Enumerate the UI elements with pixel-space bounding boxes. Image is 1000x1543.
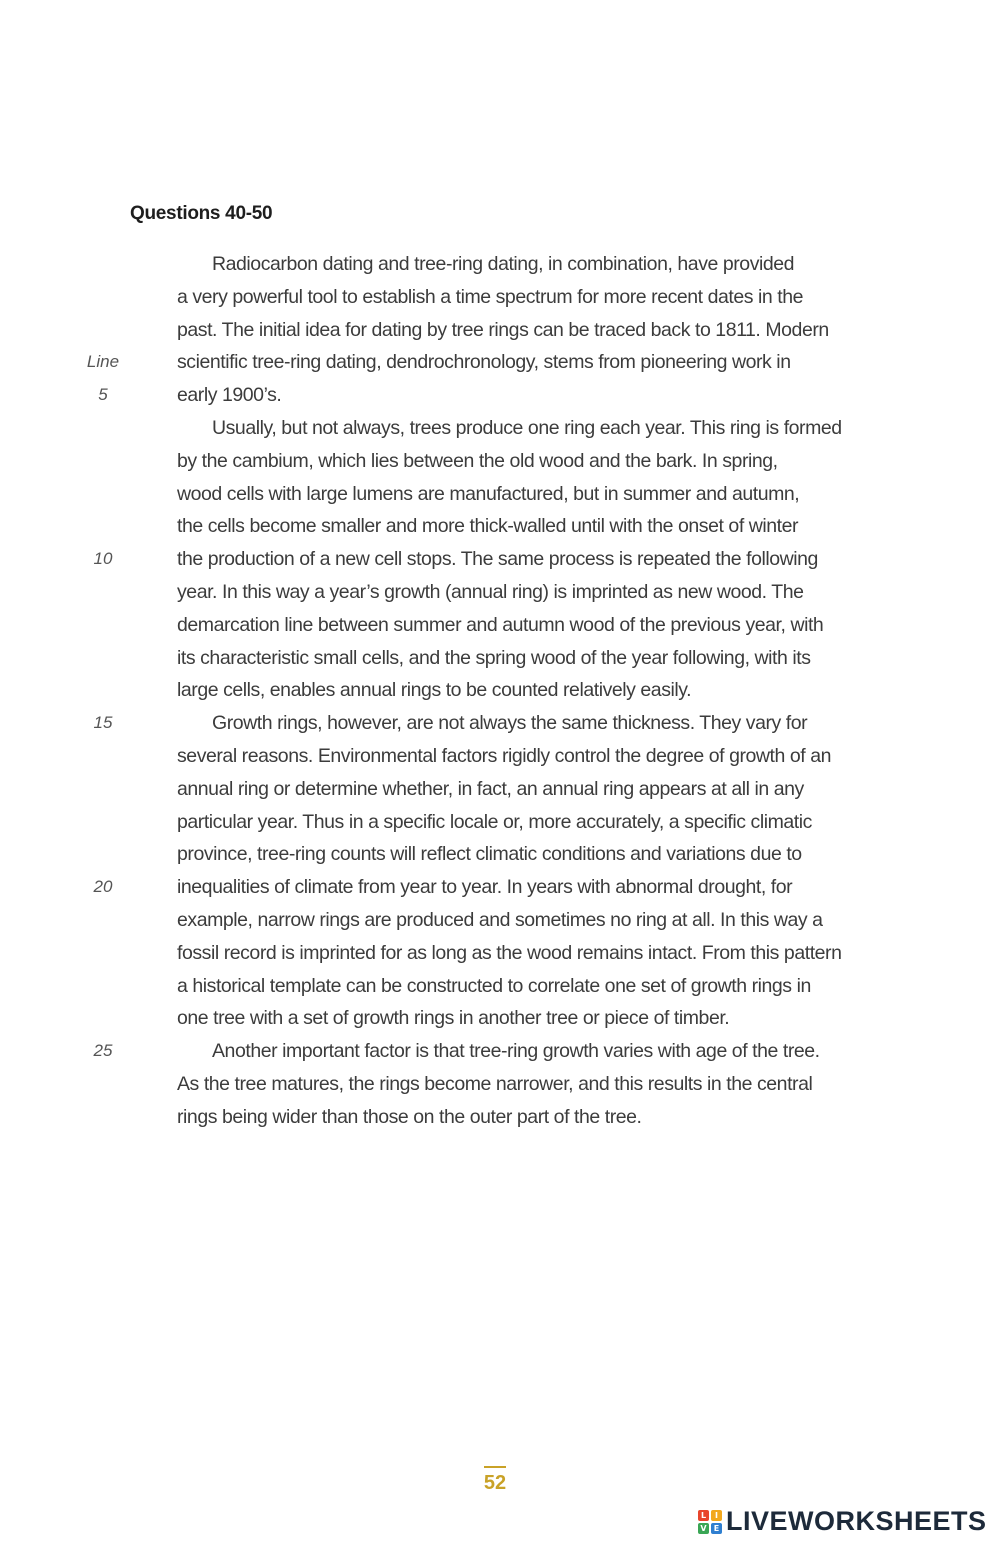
passage-line xyxy=(0,806,1000,839)
line-text: As the tree matures, the rings become narrower, and this results in the central xyxy=(177,1072,813,1095)
line-text: Growth rings, however, are not always the same thickness. They vary for xyxy=(212,712,808,735)
line-text: wood cells with large lumens are manufactured, but in summer and autumn, xyxy=(177,482,800,505)
passage-line xyxy=(0,642,1000,675)
line-number: 20 xyxy=(93,877,113,897)
line-number: 5 xyxy=(98,385,108,405)
passage-line xyxy=(0,412,1000,445)
reading-passage xyxy=(0,248,1000,1134)
line-number: 15 xyxy=(93,713,113,733)
line-text: Another important factor is that tree-ring growth varies with age of the tree. xyxy=(212,1040,820,1063)
passage-line xyxy=(0,478,1000,511)
passage-line xyxy=(0,871,1000,904)
line-text: early 1900’s. xyxy=(177,384,282,407)
passage-line xyxy=(0,1101,1000,1134)
line-text: province, tree-ring counts will reflect climatic conditions and variations due to xyxy=(177,843,802,866)
passage-line xyxy=(0,576,1000,609)
logo-square: V xyxy=(698,1523,709,1534)
line-text: Usually, but not always, trees produce one ring each year. This ring is formed xyxy=(212,416,842,439)
passage-line xyxy=(0,937,1000,970)
passage-line xyxy=(0,707,1000,740)
passage-line xyxy=(0,674,1000,707)
logo-square: L xyxy=(698,1510,709,1521)
passage-line xyxy=(0,773,1000,806)
line-text: rings being wider than those on the outer part of the tree. xyxy=(177,1105,642,1128)
line-text: Radiocarbon dating and tree-ring dating, in combination, have provided xyxy=(212,253,795,275)
line-text: example, narrow rings are produced and sometimes no ring at all. In this way a xyxy=(177,908,823,931)
line-text: a historical template can be constructed to correlate one set of growth rings in xyxy=(177,974,811,997)
page-number-block xyxy=(478,1466,512,1495)
passage-line xyxy=(0,1035,1000,1068)
passage-line xyxy=(0,740,1000,773)
questions-heading: Questions 40-50 xyxy=(130,203,273,224)
passage-line xyxy=(0,543,1000,576)
line-number: 25 xyxy=(93,1041,113,1061)
line-text: several reasons. Environmental factors rigidly control the degree of growth of an xyxy=(177,744,831,767)
line-text: one tree with a set of growth rings in another tree or piece of timber. xyxy=(177,1007,730,1030)
watermark-text: LIVEWORKSHEETS xyxy=(726,1506,987,1536)
line-number: Line xyxy=(86,352,120,372)
passage-line xyxy=(0,1002,1000,1035)
passage-line xyxy=(0,609,1000,642)
line-text: the cells become smaller and more thick-walled until with the onset of winter xyxy=(177,515,799,538)
page-number: 52 xyxy=(483,1472,507,1494)
line-text: the production of a new cell stops. The same process is repeated the following xyxy=(177,548,818,571)
line-text: fossil record is imprinted for as long as the wood remains intact. From this pattern xyxy=(177,941,842,964)
passage-line xyxy=(0,510,1000,543)
passage-line xyxy=(0,346,1000,379)
line-text: inequalities of climate from year to year. In years with abnormal drought, for xyxy=(177,876,793,899)
line-text: annual ring or determine whether, in fact, an annual ring appears at all in any xyxy=(177,777,804,800)
line-text: its characteristic small cells, and the spring wood of the year following, with its xyxy=(177,646,811,669)
passage-line xyxy=(0,904,1000,937)
logo-square: E xyxy=(711,1523,722,1534)
line-number: 10 xyxy=(93,549,113,569)
line-text: large cells, enables annual rings to be counted relatively easily. xyxy=(177,679,692,702)
line-text: demarcation line between summer and autumn wood of the previous year, with xyxy=(177,613,824,636)
liveworksheets-logo-icon xyxy=(698,1510,722,1534)
logo-square: I xyxy=(711,1510,722,1521)
line-text: year. In this way a year’s growth (annual ring) is imprinted as new wood. The xyxy=(177,580,804,603)
passage-line xyxy=(0,281,1000,314)
line-text: past. The initial idea for dating by tree rings can be traced back to 1811. Modern xyxy=(177,318,829,341)
passage-line xyxy=(0,1068,1000,1101)
passage-line xyxy=(0,970,1000,1003)
passage-line xyxy=(0,314,1000,347)
line-text: particular year. Thus in a specific locale or, more accurately, a specific climatic xyxy=(177,810,812,833)
line-text: by the cambium, which lies between the old wood and the bark. In spring, xyxy=(177,449,778,472)
liveworksheets-watermark[interactable] xyxy=(698,1506,987,1537)
passage-line xyxy=(0,838,1000,871)
line-text: scientific tree-ring dating, dendrochronology, stems from pioneering work in xyxy=(177,351,791,374)
passage-line xyxy=(0,248,1000,281)
passage-line xyxy=(0,445,1000,478)
passage-line xyxy=(0,379,1000,412)
page-number-rule xyxy=(484,1466,506,1468)
line-text: a very powerful tool to establish a time spectrum for more recent dates in the xyxy=(177,285,804,308)
